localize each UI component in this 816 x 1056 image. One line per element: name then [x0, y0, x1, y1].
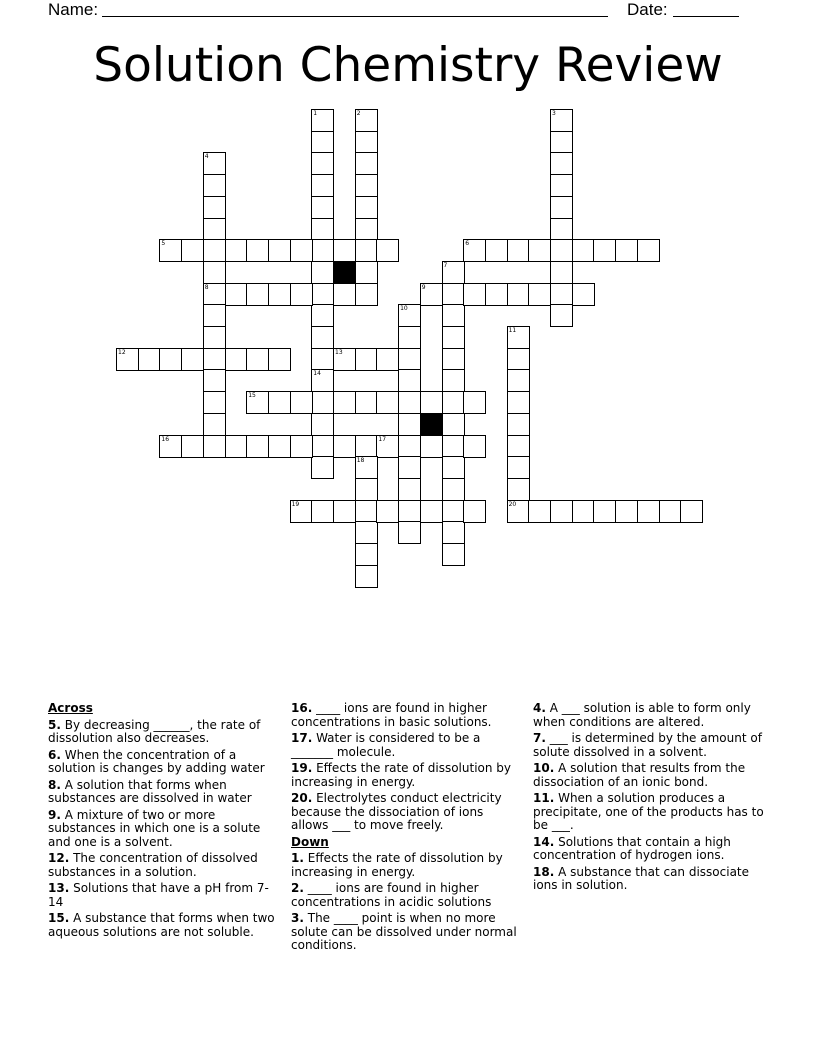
- crossword-cell[interactable]: [507, 239, 530, 262]
- crossword-cell[interactable]: [463, 239, 486, 262]
- crossword-cell[interactable]: [355, 261, 378, 284]
- crossword-cell[interactable]: [420, 391, 443, 414]
- crossword-cell[interactable]: [528, 283, 551, 306]
- crossword-cell[interactable]: [355, 456, 378, 479]
- crossword-cell[interactable]: [550, 196, 573, 219]
- clue-number: 16: [161, 435, 170, 443]
- clue-item-number: 3.: [291, 911, 304, 925]
- crossword-cell[interactable]: [181, 239, 204, 262]
- clue-item-number: 19.: [291, 761, 313, 775]
- crossword-cell[interactable]: [311, 391, 334, 414]
- clue-number: 8: [204, 283, 209, 291]
- crossword-cell[interactable]: [355, 239, 378, 262]
- crossword-cell[interactable]: [181, 348, 204, 371]
- crossword-cell[interactable]: [116, 348, 139, 371]
- crossword-cell[interactable]: [311, 348, 334, 371]
- crossword-cell[interactable]: [203, 218, 226, 241]
- crossword-cell[interactable]: [290, 283, 313, 306]
- clue-number: 9: [421, 283, 426, 291]
- crossword-cell[interactable]: [333, 500, 356, 523]
- crossword-cell[interactable]: [442, 326, 465, 349]
- crossword-cell[interactable]: [615, 500, 638, 523]
- crossword-cell[interactable]: [442, 283, 465, 306]
- crossword-cell[interactable]: [355, 435, 378, 458]
- clue-item: [48, 719, 280, 746]
- crossword-cell[interactable]: [572, 283, 595, 306]
- crossword-cell[interactable]: [203, 348, 226, 371]
- crossword-cell[interactable]: [311, 109, 334, 132]
- crossword-cell[interactable]: [311, 413, 334, 436]
- crossword-cell[interactable]: [550, 500, 573, 523]
- crossword-cell[interactable]: [355, 543, 378, 566]
- crossword-block: [420, 413, 443, 436]
- crossword-cell[interactable]: [268, 239, 291, 262]
- clue-item-text: Water is considered to be a _______ molecule.: [291, 731, 481, 759]
- clue-section-heading: Across: [48, 701, 93, 715]
- clue-item: [533, 792, 765, 833]
- crossword-cell[interactable]: [203, 261, 226, 284]
- crossword-cell[interactable]: [550, 261, 573, 284]
- clue-item: [48, 852, 280, 879]
- clue-item-text: A solution that forms when substances are dissolved in water: [48, 777, 252, 805]
- crossword-cell[interactable]: [442, 543, 465, 566]
- crossword-cell[interactable]: [355, 283, 378, 306]
- clue-item-text: ___ is determined by the amount of solute dissolved in a solvent.: [533, 731, 762, 759]
- crossword-cell[interactable]: [398, 521, 421, 544]
- crossword-cell[interactable]: [442, 456, 465, 479]
- clue-item-number: 8.: [48, 777, 61, 792]
- date-label: Date:: [627, 0, 668, 19]
- crossword-cell[interactable]: [507, 413, 530, 436]
- crossword-cell[interactable]: [507, 326, 530, 349]
- crossword-cell[interactable]: [159, 435, 182, 458]
- crossword-cell[interactable]: [550, 218, 573, 241]
- crossword-cell[interactable]: [550, 109, 573, 132]
- crossword-cell[interactable]: [398, 478, 421, 501]
- clue-item: [533, 762, 765, 789]
- clue-number: 20: [508, 500, 517, 508]
- crossword-cell[interactable]: [225, 239, 248, 262]
- crossword-cell[interactable]: [507, 478, 530, 501]
- clue-number: 14: [313, 370, 321, 378]
- crossword-cell[interactable]: [138, 348, 161, 371]
- clue-item-text: When a solution produces a precipitate, one of the products has to be ___.: [533, 791, 764, 832]
- crossword-cell[interactable]: [442, 304, 465, 327]
- crossword-cell[interactable]: [181, 435, 204, 458]
- crossword-cell[interactable]: [398, 348, 421, 371]
- crossword-cell[interactable]: [528, 239, 551, 262]
- crossword-cell[interactable]: [550, 239, 573, 262]
- clue-item-text: Electrolytes conduct electricity because the dissociation of ions allows ___ to move freely.: [291, 791, 502, 832]
- name-label: Name:: [48, 0, 99, 19]
- clue-number: 7: [443, 261, 448, 269]
- crossword-cell[interactable]: [311, 326, 334, 349]
- crossword-cell[interactable]: [290, 391, 313, 414]
- crossword-cell[interactable]: [225, 348, 248, 371]
- clue-number: 19: [291, 500, 300, 508]
- crossword-cell[interactable]: [398, 456, 421, 479]
- clue-item-text: A substance that can dissociate ions in solution.: [533, 864, 750, 892]
- crossword-cell[interactable]: [593, 500, 616, 523]
- crossword-cell[interactable]: [550, 283, 573, 306]
- clue-item: [48, 882, 280, 909]
- crossword-cell[interactable]: [507, 435, 530, 458]
- crossword-cell[interactable]: [550, 131, 573, 154]
- crossword-cell[interactable]: [420, 435, 443, 458]
- crossword-cell[interactable]: [637, 500, 660, 523]
- crossword-cell[interactable]: [507, 500, 530, 523]
- crossword-cell[interactable]: [398, 435, 421, 458]
- clue-item-number: 12.: [48, 851, 70, 865]
- crossword-cell[interactable]: [333, 283, 356, 306]
- crossword-cell[interactable]: [442, 435, 465, 458]
- crossword-cell[interactable]: [442, 500, 465, 523]
- page-title: Solution Chemistry Review: [93, 38, 723, 93]
- crossword-cell[interactable]: [355, 131, 378, 154]
- crossword-cell[interactable]: [420, 283, 443, 306]
- clue-item-number: 11.: [533, 791, 555, 805]
- clue-item: [533, 866, 765, 893]
- crossword-cell[interactable]: [507, 391, 530, 414]
- crossword-cell[interactable]: [311, 239, 334, 262]
- crossword-cell[interactable]: [203, 283, 226, 306]
- clue-number: 4: [204, 153, 209, 161]
- clue-item-number: 1.: [291, 851, 304, 865]
- crossword-cell[interactable]: [203, 196, 226, 219]
- clue-item-number: 2.: [291, 881, 304, 895]
- clue-item-text: Effects the rate of dissolution by increasing in energy.: [291, 851, 503, 879]
- clue-item-text: Solutions that have a pH from 7-14: [48, 881, 269, 909]
- crossword-cell[interactable]: [333, 348, 356, 371]
- crossword-cell[interactable]: [550, 174, 573, 197]
- crossword-cell[interactable]: [442, 261, 465, 284]
- crossword-cell[interactable]: [225, 283, 248, 306]
- crossword-cell[interactable]: [507, 283, 530, 306]
- crossword-cell[interactable]: [355, 500, 378, 523]
- crossword-cell[interactable]: [485, 283, 508, 306]
- crossword-cell[interactable]: [203, 326, 226, 349]
- crossword-cell[interactable]: [311, 283, 334, 306]
- crossword-cell[interactable]: [311, 174, 334, 197]
- crossword-cell[interactable]: [268, 435, 291, 458]
- clue-number: 5: [161, 240, 166, 248]
- crossword-cell[interactable]: [290, 500, 313, 523]
- clue-number: 6: [465, 240, 470, 248]
- crossword-cell[interactable]: [637, 239, 660, 262]
- crossword-cell[interactable]: [311, 218, 334, 241]
- crossword-cell[interactable]: [203, 239, 226, 262]
- crossword-cell[interactable]: [355, 152, 378, 175]
- crossword-cell[interactable]: [311, 261, 334, 284]
- clue-item-text: A mixture of two or more substances in which one is a solute and one is a solvent.: [48, 807, 261, 849]
- crossword-block: [333, 261, 356, 284]
- crossword-cell[interactable]: [311, 435, 334, 458]
- crossword-cell[interactable]: [398, 391, 421, 414]
- crossword-cell[interactable]: [442, 478, 465, 501]
- clues-column-1: [48, 702, 280, 942]
- crossword-cell[interactable]: [203, 304, 226, 327]
- crossword-cell[interactable]: [398, 369, 421, 392]
- crossword-cell[interactable]: [246, 283, 269, 306]
- clue-item: [533, 732, 765, 759]
- crossword-cell[interactable]: [398, 304, 421, 327]
- clue-number: 13: [335, 348, 343, 356]
- crossword-cell[interactable]: [203, 413, 226, 436]
- crossword-cell[interactable]: [680, 500, 703, 523]
- clue-number: 12: [118, 348, 126, 356]
- crossword-cell[interactable]: [203, 152, 226, 175]
- clue-item-number: 9.: [48, 807, 61, 822]
- clue-item-number: 7.: [533, 731, 546, 745]
- crossword-cell[interactable]: [290, 239, 313, 262]
- crossword-cell[interactable]: [333, 435, 356, 458]
- clue-item: [48, 809, 280, 850]
- clue-item: [291, 762, 523, 789]
- clue-item-text: When the concentration of a solution is changes by adding water: [48, 747, 265, 775]
- crossword-cell[interactable]: [311, 196, 334, 219]
- clue-item-number: 15.: [48, 911, 70, 925]
- clue-number: 11: [508, 327, 517, 334]
- clue-item: [291, 912, 523, 953]
- clue-item-number: 10.: [533, 761, 555, 775]
- crossword-cell[interactable]: [398, 500, 421, 523]
- crossword-cell[interactable]: [376, 500, 399, 523]
- crossword-cell[interactable]: [203, 369, 226, 392]
- crossword-cell[interactable]: [507, 456, 530, 479]
- clue-item-number: 17.: [291, 731, 313, 745]
- clue-item-number: 14.: [533, 834, 555, 849]
- clue-item-number: 4.: [533, 701, 546, 715]
- crossword-cell[interactable]: [572, 500, 595, 523]
- crossword-cell[interactable]: [659, 500, 682, 523]
- crossword-cell[interactable]: [355, 565, 378, 588]
- crossword-cell[interactable]: [203, 391, 226, 414]
- crossword-cell[interactable]: [355, 218, 378, 241]
- crossword-cell[interactable]: [355, 174, 378, 197]
- clue-item: [291, 882, 523, 909]
- clue-item-text: Effects the rate of dissolution by increasing in energy.: [291, 761, 512, 789]
- clue-number: 1: [313, 110, 318, 117]
- clue-item-number: 5.: [48, 717, 61, 732]
- crossword-cell[interactable]: [246, 239, 269, 262]
- crossword-cell[interactable]: [442, 348, 465, 371]
- clues-column-2: [291, 702, 523, 956]
- clue-item-text: The concentration of dissolved substances in a solution.: [48, 851, 258, 879]
- clues-column-3: [533, 702, 765, 896]
- crossword-cell[interactable]: [442, 391, 465, 414]
- clue-item-number: 20.: [291, 791, 313, 805]
- crossword-cell[interactable]: [615, 239, 638, 262]
- crossword-cell[interactable]: [398, 413, 421, 436]
- crossword-cell[interactable]: [528, 500, 551, 523]
- clue-item: [48, 749, 280, 776]
- crossword-cell[interactable]: [463, 435, 486, 458]
- clue-item: [533, 702, 765, 729]
- crossword-cell[interactable]: [311, 131, 334, 154]
- crossword-cell[interactable]: [268, 348, 291, 371]
- clue-item-number: 16.: [291, 701, 313, 715]
- crossword-cell[interactable]: [225, 435, 248, 458]
- clue-number: 2: [356, 110, 361, 117]
- clue-item-text: By decreasing ______, the rate of dissolution also decreases.: [48, 717, 261, 745]
- clue-item: [48, 912, 280, 939]
- crossword-cell[interactable]: [420, 500, 443, 523]
- clue-item-text: Solutions that contain a high concentration of hydrogen ions.: [533, 834, 731, 862]
- clue-number: 10: [400, 305, 408, 313]
- clue-number: 17: [378, 435, 387, 443]
- crossword-cell[interactable]: [507, 369, 530, 392]
- crossword-cell[interactable]: [376, 391, 399, 414]
- crossword-cell[interactable]: [311, 456, 334, 479]
- clue-item: [291, 702, 523, 729]
- clue-item-text: ____ ions are found in higher concentrations in acidic solutions: [291, 881, 492, 909]
- crossword-cell[interactable]: [550, 152, 573, 175]
- clue-item-number: 13.: [48, 881, 70, 895]
- clue-item-number: 6.: [48, 747, 61, 762]
- crossword-cell[interactable]: [333, 239, 356, 262]
- crossword-cell[interactable]: [355, 391, 378, 414]
- crossword-cell[interactable]: [376, 239, 399, 262]
- crossword-cell[interactable]: [442, 413, 465, 436]
- crossword-cell[interactable]: [442, 521, 465, 544]
- crossword-cell[interactable]: [246, 435, 269, 458]
- crossword-cell[interactable]: [376, 435, 399, 458]
- crossword-cell[interactable]: [463, 391, 486, 414]
- crossword-cell[interactable]: [159, 239, 182, 262]
- clue-item-number: 18.: [533, 864, 555, 879]
- crossword-cell[interactable]: [311, 304, 334, 327]
- crossword-cell[interactable]: [159, 348, 182, 371]
- clue-item-text: A substance that forms when two aqueous solutions are not soluble.: [48, 911, 275, 939]
- crossword-cell[interactable]: [290, 435, 313, 458]
- crossword-cell[interactable]: [507, 348, 530, 371]
- crossword-cell[interactable]: [572, 239, 595, 262]
- crossword-cell[interactable]: [355, 348, 378, 371]
- clue-section-heading: Down: [291, 834, 329, 849]
- clue-item-text: The ____ point is when no more solute can be dissolved under normal conditions.: [291, 911, 517, 952]
- crossword-cell[interactable]: [398, 326, 421, 349]
- crossword-cell[interactable]: [311, 500, 334, 523]
- clue-item: [48, 779, 280, 806]
- clue-item-text: A ___ solution is able to form only when conditions are altered.: [533, 701, 751, 729]
- crossword-cell[interactable]: [355, 478, 378, 501]
- crossword-cell[interactable]: [268, 283, 291, 306]
- crossword-cell[interactable]: [203, 174, 226, 197]
- crossword-cell[interactable]: [355, 521, 378, 544]
- clue-number: 15: [248, 392, 256, 400]
- clue-item: [291, 732, 523, 759]
- crossword-cell[interactable]: [203, 435, 226, 458]
- crossword-cell[interactable]: [311, 369, 334, 392]
- crossword-cell[interactable]: [355, 196, 378, 219]
- crossword-cell[interactable]: [463, 500, 486, 523]
- clue-item: [533, 836, 765, 863]
- crossword-cell[interactable]: [333, 391, 356, 414]
- crossword-cell[interactable]: [355, 109, 378, 132]
- crossword-cell[interactable]: [246, 348, 269, 371]
- clue-item: [291, 792, 523, 833]
- crossword-cell[interactable]: [485, 239, 508, 262]
- crossword-cell[interactable]: [550, 304, 573, 327]
- crossword-cell[interactable]: [442, 369, 465, 392]
- clue-item-text: A solution that results from the dissociation of an ionic bond.: [533, 761, 746, 789]
- crossword-cell[interactable]: [376, 348, 399, 371]
- crossword-cell[interactable]: [246, 391, 269, 414]
- crossword-cell[interactable]: [463, 283, 486, 306]
- crossword-cell[interactable]: [593, 239, 616, 262]
- clue-item-text: ____ ions are found in higher concentrations in basic solutions.: [291, 701, 492, 729]
- crossword-cell[interactable]: [268, 391, 291, 414]
- clue-number: 18: [356, 457, 365, 465]
- crossword-cell[interactable]: [311, 152, 334, 175]
- clue-item: [291, 852, 523, 879]
- clue-number: 3: [552, 110, 556, 117]
